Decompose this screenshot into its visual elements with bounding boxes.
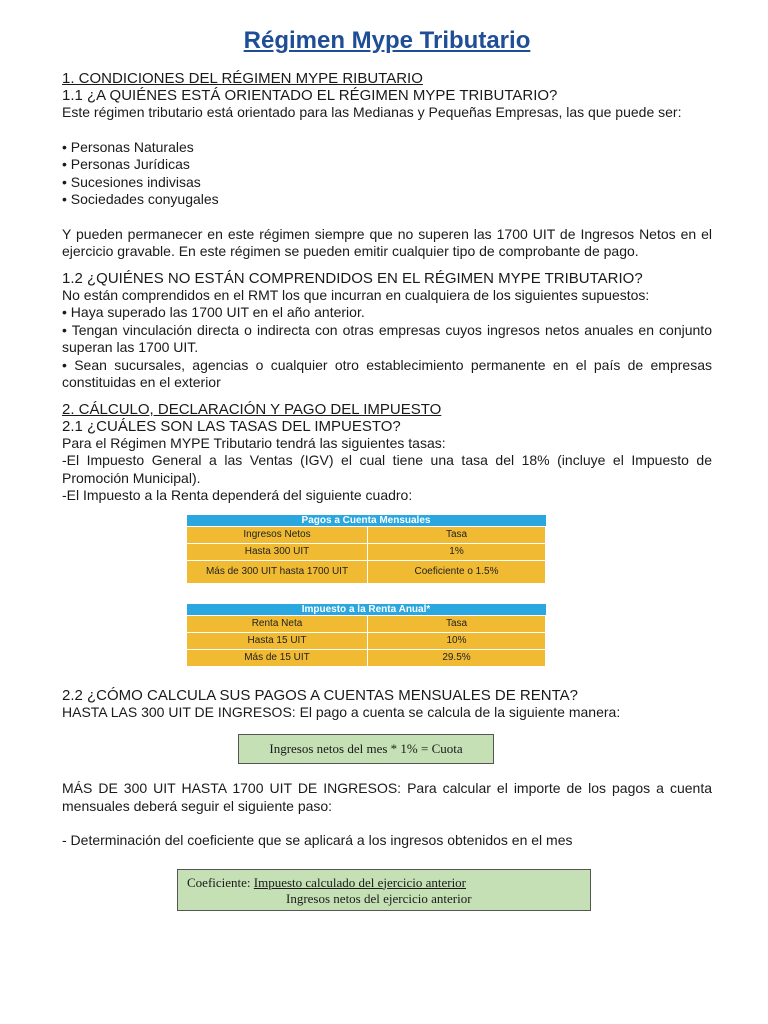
table-row bbox=[187, 649, 546, 666]
table-title: Pagos a Cuenta Mensuales bbox=[187, 515, 546, 527]
section-2-2-line-1: HASTA LAS 300 UIT DE INGRESOS: El pago a cuenta se calcula de la siguiente manera: bbox=[62, 703, 621, 720]
table-cell: Hasta 15 UIT bbox=[187, 632, 368, 649]
section-1-heading: 1. CONDICIONES DEL RÉGIMEN MYPE RIBUTARIO bbox=[62, 70, 423, 87]
table-title: Impuesto a la Renta Anual* bbox=[187, 604, 546, 616]
entity-type-list bbox=[62, 139, 712, 209]
section-2-1-line-2: -El Impuesto General a las Ventas (IGV) el cual tiene una tasa del 18% (incluye el Impuesto de Promoción Municipal). bbox=[62, 452, 712, 486]
table-cell: 1% bbox=[368, 543, 546, 560]
section-1-2-text: No están comprendidos en el RMT los que incurran en cualquiera de los siguientes supuestos: bbox=[62, 286, 650, 303]
table-row bbox=[187, 632, 546, 649]
section-2-2-line-2: MÁS DE 300 UIT HASTA 1700 UIT DE INGRESOS: Para calcular el importe de los pagos a cuenta mensuales deberá seguir el siguiente paso: bbox=[62, 780, 712, 814]
list-item: • Personas Jurídicas bbox=[62, 156, 712, 174]
table-cell: 10% bbox=[368, 632, 546, 649]
monthly-payments-table bbox=[186, 515, 546, 584]
section-2-1-heading: 2.1 ¿CUÁLES SON LAS TASAS DEL IMPUESTO? bbox=[62, 417, 401, 435]
list-item: • Tengan vinculación directa o indirecta con otras empresas cuyos ingresos netos anuales en conjunto superan las 1700 UIT. bbox=[62, 322, 712, 357]
section-1-1-text: Este régimen tributario está orientado para las Medianas y Pequeñas Empresas, las que puede ser: bbox=[62, 104, 682, 120]
coefficient-numerator-row bbox=[187, 875, 590, 891]
list-item: • Sean sucursales, agencias o cualquier otro establecimiento permanente en el país de empresas constituidas en el exterior bbox=[62, 357, 712, 392]
list-item: • Sociedades conyugales bbox=[62, 191, 712, 209]
table-cell: 29.5% bbox=[368, 649, 546, 666]
document-page bbox=[62, 26, 712, 911]
table-cell: Más de 15 UIT bbox=[187, 649, 368, 666]
document-title: Régimen Mype Tributario bbox=[243, 27, 531, 54]
section-2-heading: 2. CÁLCULO, DECLARACIÓN Y PAGO DEL IMPUESTO bbox=[62, 400, 442, 418]
table-header-cell: Ingresos Netos bbox=[187, 526, 368, 543]
section-2-1-line-1: Para el Régimen MYPE Tributario tendrá las siguientes tasas: bbox=[62, 434, 446, 451]
table-cell: Más de 300 UIT hasta 1700 UIT bbox=[187, 560, 368, 583]
list-item: • Personas Naturales bbox=[62, 139, 712, 157]
list-item: • Sucesiones indivisas bbox=[62, 174, 712, 192]
formula-box-monthly: Ingresos netos del mes * 1% = Cuota bbox=[238, 734, 494, 764]
section-1-1-heading: 1.1 ¿A QUIÉNES ESTÁ ORIENTADO EL RÉGIMEN MYPE TRIBUTARIO? bbox=[62, 87, 558, 104]
annual-income-tax-table bbox=[186, 604, 546, 667]
section-1-1-paragraph: Y pueden permanecer en este régimen siempre que no superen las 1700 UIT de Ingresos Netos en el ejercicio gravable. En este régimen se pueden emitir cualquier tipo de comprobante de pago. bbox=[62, 225, 712, 259]
coefficient-numerator: Impuesto calculado del ejercicio anterior bbox=[253, 874, 467, 890]
formula-box-coefficient bbox=[177, 869, 591, 911]
table-header-cell: Tasa bbox=[368, 526, 546, 543]
table-row bbox=[187, 560, 546, 583]
coefficient-label: Coeficiente: bbox=[187, 874, 251, 890]
table-header-cell: Renta Neta bbox=[187, 615, 368, 632]
coefficient-denominator: Ingresos netos del ejercicio anterior bbox=[286, 890, 472, 906]
table-header-cell: Tasa bbox=[368, 615, 546, 632]
table-row bbox=[187, 543, 546, 560]
section-2-1-line-3: -El Impuesto a la Renta dependerá del siguiente cuadro: bbox=[62, 487, 413, 503]
section-2-2-heading: 2.2 ¿CÓMO CALCULA SUS PAGOS A CUENTAS MENSUALES DE RENTA? bbox=[62, 686, 578, 704]
table-cell: Hasta 300 UIT bbox=[187, 543, 368, 560]
section-1-2-heading: 1.2 ¿QUIÉNES NO ESTÁN COMPRENDIDOS EN EL RÉGIMEN MYPE TRIBUTARIO? bbox=[62, 269, 643, 287]
exclusion-list bbox=[62, 304, 712, 392]
list-item: • Haya superado las 1700 UIT en el año anterior. bbox=[62, 304, 712, 322]
table-cell: Coeficiente o 1.5% bbox=[368, 560, 546, 583]
section-2-2-line-3: - Determinación del coeficiente que se aplicará a los ingresos obtenidos en el mes bbox=[62, 832, 573, 848]
